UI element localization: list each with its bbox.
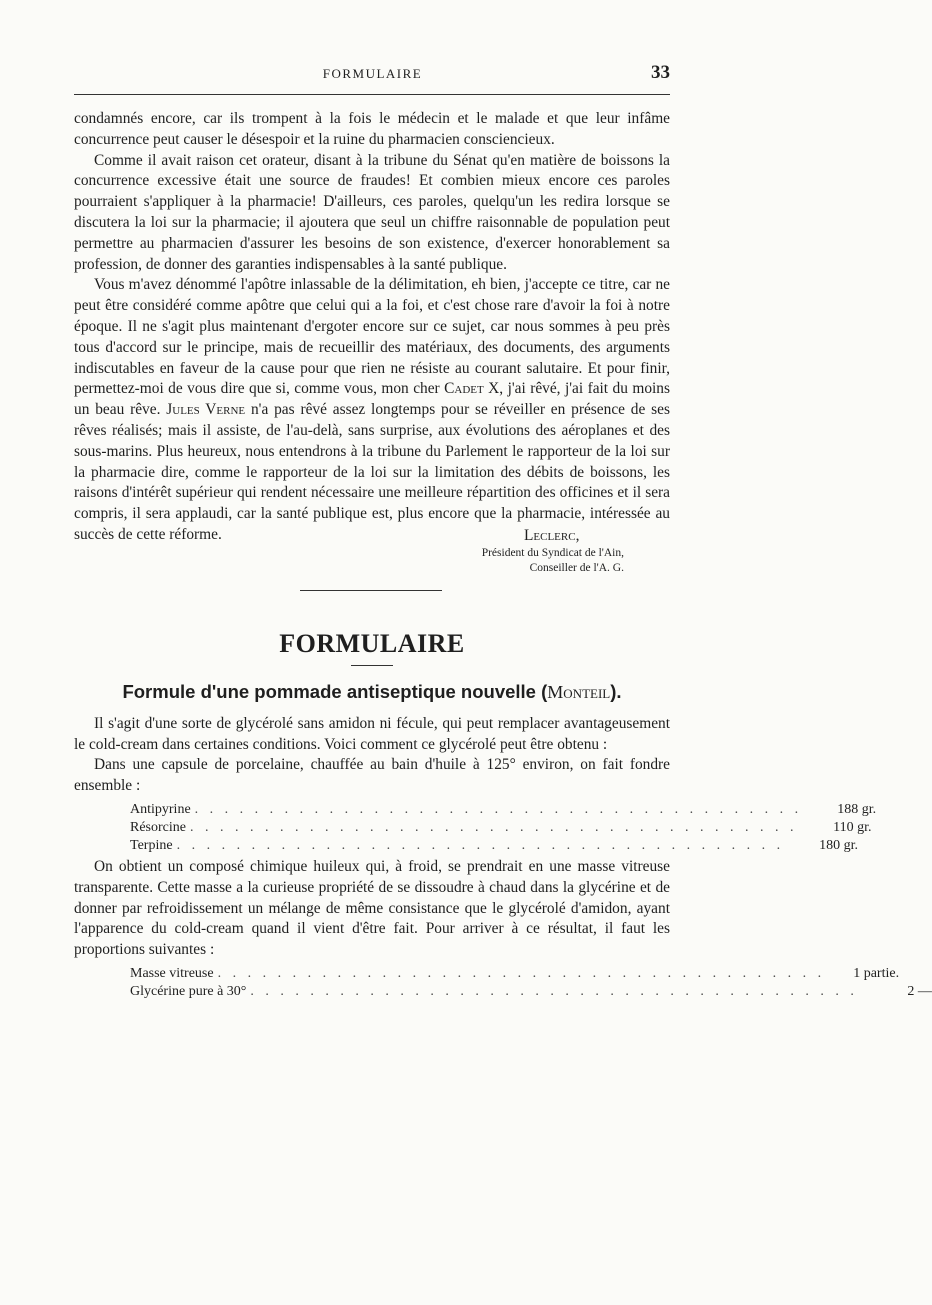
subsection-text: Formule d'une pommade antiseptique nouvelle [122, 680, 536, 702]
signature-title-2: Conseiller de l'A. G. [529, 561, 624, 574]
ingredient-quantity: 1 partie. [853, 965, 900, 981]
ingredient-quantity: 180 gr. [819, 837, 859, 853]
paragraph: Dans une capsule de porcelaine, chauffée au bain d'huile à 125° environ, on fait fondre ensemble : [74, 756, 670, 795]
ingredient-name: Masse vitreuse [130, 965, 214, 981]
text-run: n'a pas rêvé assez longtemps pour se réveiller en présence de ses rêves réalisés; mais il assiste, de l'au-delà, sans surprise, aux évolutions des aéroplanes et des sous-marins. Plus heureux, nous entendrons à la tribune du Parlement le rapporteur de la loi sur la pharmacie dire, comme le rapporteur de la loi sur la limitation des débits de boissons, les raisons d'intérêt supérieur qui rendent nécessaire une meilleure répartition des officines et il sera compris, il sera applaudi, car la santé publique est, plus encore que la pharmacie, intéressée au succès de cette réforme. [74, 401, 670, 543]
recipe-list [130, 965, 932, 1001]
recipe-row [130, 837, 859, 855]
subsection-author: Monteil [547, 681, 611, 702]
header-rule [74, 94, 670, 95]
ingredient-quantity: 110 gr. [833, 819, 872, 835]
recipe-row [130, 983, 932, 1001]
subsection-title: Formule d'une pommade antiseptique nouvelle (Monteil). [122, 680, 622, 702]
text-run: X, j'ai rêvé, j'ai fait du moins un beau rêve. [74, 380, 670, 419]
paragraph: Comme il avait raison cet orateur, disant à la tribune du Sénat qu'en matière de boissons la concurrence excessive était une source de fraudes! Et combien mieux encore ces paroles pourraient s'appliquer à la pharmacie! D'ailleurs, ces paroles, quelqu'un les redira lorsque se discutera la loi sur la pharmacie; il ajoutera que seul un chiffre raisonnable de population peut permettre au pharmacien d'assurer les besoins de son existence, d'exercer honorablement sa profession, de donner des garanties indispensables à la santé publique. [74, 151, 670, 273]
recipe-list [130, 801, 877, 855]
text-run: Vous m'avez dénommé l'apôtre inlassable de la délimitation, eh bien, j'accepte ce titre, car ne peut être considéré comme apôtre que celui qui a la foi, et c'est chose rare d'avoir la foi à notre époque. Il ne s'agit plus maintenant d'ergoter encore sur ce sujet, car nous sommes à peu près tous d'accord sur le principe, mais de recueillir des matériaux, des documents, des arguments indiscutables en faveur de la cause pour que rien ne résiste au courant salutaire. Et pour finir, permettez-moi de vous dire que si, comme vous, mon cher [74, 276, 670, 398]
ingredient-name: Glycérine pure à 30° [130, 983, 247, 999]
ingredient-name: Antipyrine [130, 801, 191, 817]
leader-dots: . . . . . . . . . . . . . . . . . . . . . . . . . . . . . . . . . . . . . . . . . [250, 983, 858, 999]
paragraph: Il s'agit d'une sorte de glycérolé sans amidon ni fécule, qui peut remplacer avantageusement le cold-cream dans certaines conditions. Voici comment ce glycérolé peut être obtenu : [74, 714, 670, 753]
ingredient-name: Résorcine [130, 819, 186, 835]
person-name-cadet: Cadet [444, 380, 484, 398]
recipe-row [130, 801, 877, 819]
leader-dots: . . . . . . . . . . . . . . . . . . . . . . . . . . . . . . . . . . . . . . . . . [194, 801, 803, 817]
running-title: FORMULAIRE [322, 66, 423, 81]
recipe-row [130, 819, 872, 837]
title-rule [351, 665, 393, 666]
recipe-row [130, 965, 900, 983]
leader-dots: . . . . . . . . . . . . . . . . . . . . . . . . . . . . . . . . . . . . . . . . . [217, 965, 826, 981]
running-header [74, 62, 670, 86]
ingredient-name: Terpine [130, 837, 173, 853]
section-divider [300, 590, 442, 591]
ingredient-quantity: 188 gr. [837, 801, 877, 817]
paragraph-closing [74, 275, 670, 545]
person-name-verne: Jules Verne [166, 401, 246, 419]
section-title: FORMULAIRE [279, 628, 465, 658]
paragraph: condamnés encore, car ils trompent à la fois le médecin et le malade et que leur infâme concurrence peut causer le désespoir et la ruine du pharmacien consciencieux. [74, 110, 670, 148]
leader-dots: . . . . . . . . . . . . . . . . . . . . . . . . . . . . . . . . . . . . . . . . . [189, 819, 798, 835]
signature-title-1: Président du Syndicat de l'Ain, [481, 546, 624, 559]
signature-name: Leclerc, [524, 526, 580, 544]
ingredient-quantity: 2 — [907, 983, 932, 999]
leader-dots: . . . . . . . . . . . . . . . . . . . . . . . . . . . . . . . . . . . . . . . . . [176, 837, 785, 853]
paragraph: On obtient un composé chimique huileux qui, à froid, se prendrait en une masse vitreuse transparente. Cette masse a la curieuse propriété de se dissoudre à chaud dans la glycérine et de donner par refroidissement un mélange de même consistance que le glycérolé d'amidon, ayant l'apparence du cold-cream quand il vient d'être fait. Pour arriver à ce résultat, il faut les proportions suivantes : [74, 857, 670, 959]
document-page [74, 62, 932, 1003]
page-number: 33 [651, 62, 670, 83]
